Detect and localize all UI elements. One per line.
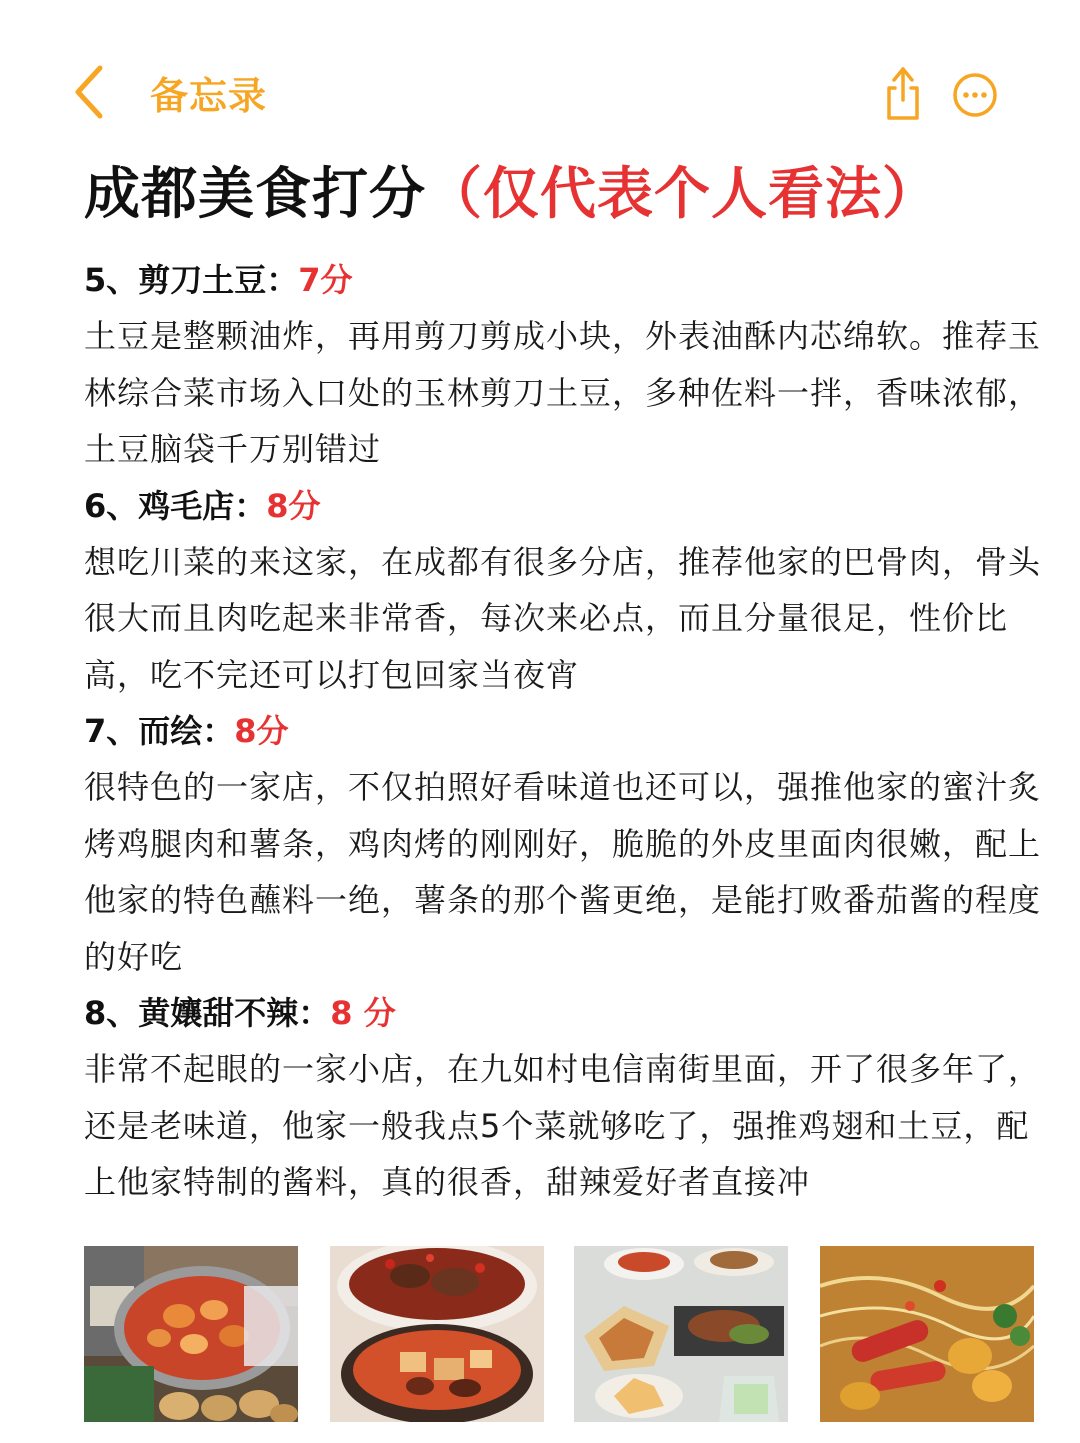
entry-score: 8 分 (330, 994, 396, 1032)
back-button[interactable] (74, 64, 267, 120)
note-body (84, 252, 1046, 1211)
entry-jimao-shop (84, 478, 1046, 704)
entry-name: 5、剪刀土豆： (84, 261, 299, 299)
share-icon (880, 62, 926, 122)
title-main: 成都美食打分 (84, 162, 426, 227)
photo-strip (84, 1246, 1034, 1422)
entry-description: 非常不起眼的一家小店，在九如村电信南街里面，开了很多年了，还是老味道，他家一般我点5个菜就够吃了，强推鸡翅和土豆，配上他家特制的酱料，真的很香，甜辣爱好者直接冲 (84, 1050, 1042, 1201)
share-button[interactable] (880, 62, 926, 126)
entry-score: 7分 (298, 261, 353, 299)
entry-name: 8、黄孃甜不辣： (84, 994, 331, 1032)
entry-description: 土豆是整颗油炸，再用剪刀剪成小块，外表油酥内芯绵软。推荐玉林综合菜市场入口处的玉林剪刀土豆，多种佐料一拌，香味浓郁，土豆脑袋千万别错过 (84, 317, 1042, 468)
entry-score: 8分 (266, 486, 321, 525)
entry-heading (84, 985, 1046, 1041)
sweet-spicy-skewers-photo[interactable] (820, 1246, 1034, 1422)
entry-description: 很特色的一家店，不仅拍照好看味道也还可以，强推他家的蜜汁炙烤鸡腿肉和薯条，鸡肉烤的刚刚好，脆脆的外皮里面肉很嫩，配上他家的特色蘸料一绝，薯条的那个酱更绝，是能打败番茄酱的程度的好吃 (84, 768, 1042, 976)
note-title (84, 150, 1074, 230)
entry-heading (84, 252, 1046, 308)
entry-heading (84, 703, 1046, 759)
entry-heading (84, 478, 1046, 534)
back-label: 备忘录 (150, 73, 268, 118)
more-button[interactable] (952, 72, 998, 122)
chicken-fries-photo[interactable] (574, 1246, 788, 1422)
bone-meat-photo[interactable] (330, 1246, 544, 1422)
scissor-potato-photo[interactable] (84, 1246, 298, 1422)
entry-huangniang (84, 985, 1046, 1211)
navigation-bar (0, 0, 1080, 140)
entry-erhui (84, 703, 1046, 985)
chevron-left-icon (74, 64, 104, 120)
title-note: （仅代表个人看法） (426, 162, 939, 227)
entry-score: 8分 (234, 712, 289, 750)
entry-description: 想吃川菜的来这家，在成都有很多分店，推荐他家的巴骨肉，骨头很大而且肉吃起来非常香，每次来必点，而且分量很足，性价比高，吃不完还可以打包回家当夜宵 (84, 542, 1042, 694)
entry-name: 7、而绘： (84, 712, 235, 750)
entry-scissor-potato (84, 252, 1046, 478)
more-icon (952, 72, 998, 118)
entry-name: 6、鸡毛店： (84, 486, 267, 525)
